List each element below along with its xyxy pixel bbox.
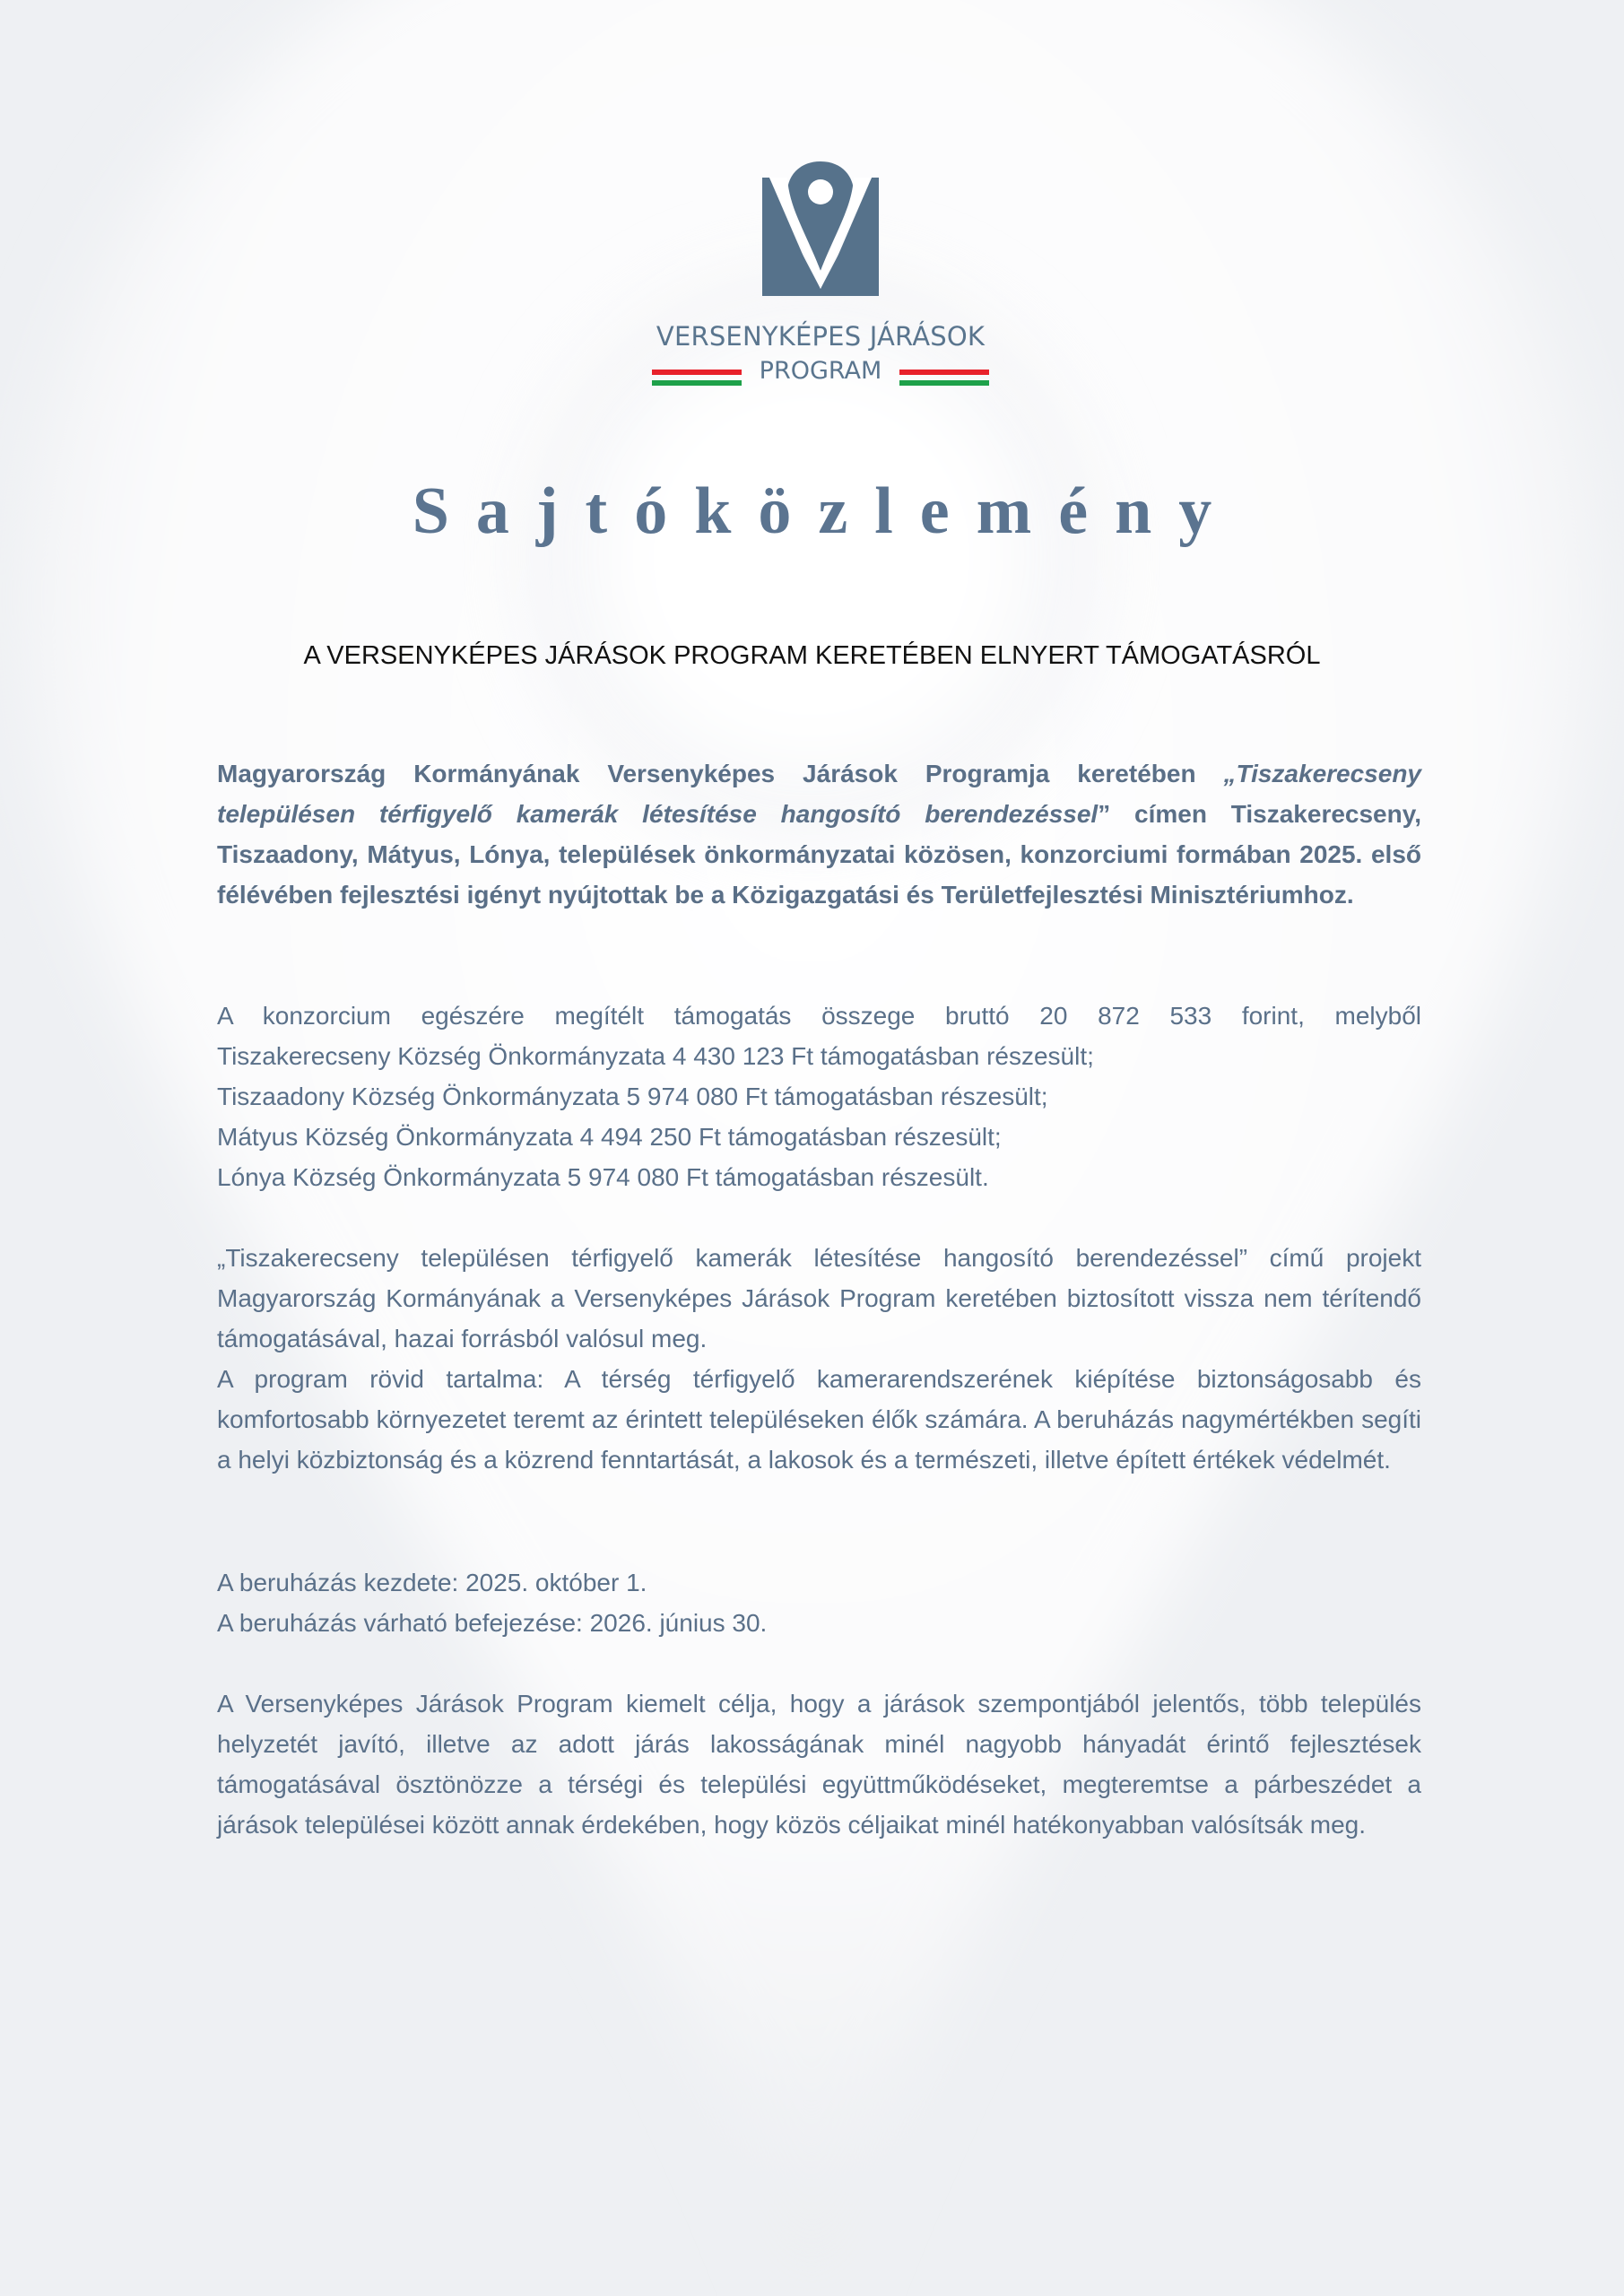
closing-paragraph: A Versenyképes Járások Program kiemelt célja, hogy a járások szempontjából jelentős, több település helyzetét javító, illetve az adott járás lakosságának minél nagyobb hányadát érintő fejlesztések támogatásával ösztönözze a térségi és települési együttműködéseket, megteremtse a párbeszédet a járások települései között annak érdekében, hogy közös céljaikat minél hatékonyabban valósítsák meg. [217, 1690, 1421, 1839]
funding-item: Tiszaadony Község Önkormányzata 5 974 080 Ft támogatásban részesült; [217, 1083, 1048, 1110]
schedule-end: A beruházás várható befejezése: 2026. június 30. [217, 1609, 768, 1637]
logo-text-line2: PROGRAM [759, 357, 882, 385]
intro-rest: ” címen Tiszakerecseny, Tiszaadony, Mátyus, Lónya, települések önkormányzatai közösen, konzorciumi formában 2025. első félévében fejlesztési igényt nyújtottak be a Közigazgatási és Területfejlesztési Minisztériumhoz. [217, 800, 1422, 909]
program-logo [650, 161, 991, 395]
funding-item: Tiszakerecseny Község Önkormányzata 4 430 123 Ft támogatásban részesült; [217, 1042, 1094, 1070]
intro-lead: Magyarország Kormányának Versenyképes Járások Programja keretében [217, 760, 1224, 787]
intro-project-title: „Tiszakerecseny településen térfigyelő kamerák létesítése hangosító berendezéssel [217, 760, 1421, 828]
location-pin-v-logo-icon [762, 161, 879, 296]
project-summary: A program rövid tartalma: A térség térfigyelő kamerarendszerének kiépítése biztonságosabb és komfortosabb környezetet teremt az érintett településeken élők számára. A beruházás nagymértékben segíti a helyi közbiztonság és a közrend fenntartását, a lakosok és a természeti, illetve épített értékek védelmét. [217, 1365, 1421, 1474]
funding-paragraph [217, 996, 1421, 1197]
logo-text-line1: VERSENYKÉPES JÁRÁSOK [656, 321, 986, 352]
page-subtitle: A VERSENYKÉPES JÁRÁSOK PROGRAM KERETÉBEN ELNYERT TÁMOGATÁSRÓL [303, 641, 1321, 670]
flag-stripe-red-right [899, 370, 989, 375]
flag-stripe-green-right [899, 380, 989, 386]
funding-item: Mátyus Község Önkormányzata 4 494 250 Ft támogatásban részesült; [217, 1123, 1002, 1151]
funding-item: Lónya Község Önkormányzata 5 974 080 Ft támogatásban részesült. [217, 1163, 989, 1191]
page-title: Sajtóközlemény [412, 474, 1239, 548]
project-paragraph [217, 1238, 1421, 1480]
schedule-start: A beruházás kezdete: 2025. október 1. [217, 1569, 647, 1596]
funding-summary: A konzorcium egészére megítélt támogatás összege bruttó 20 872 533 forint, melyből [217, 1002, 1421, 1030]
schedule-paragraph [217, 1562, 1421, 1643]
intro-paragraph [217, 753, 1421, 915]
project-description: „Tiszakerecseny településen térfigyelő kamerák létesítése hangosító berendezéssel” című projekt Magyarország Kormányának a Versenyképes Járások Program keretében biztosított vissza nem térítendő támogatásával, hazai forrásból valósul meg. [217, 1244, 1421, 1352]
